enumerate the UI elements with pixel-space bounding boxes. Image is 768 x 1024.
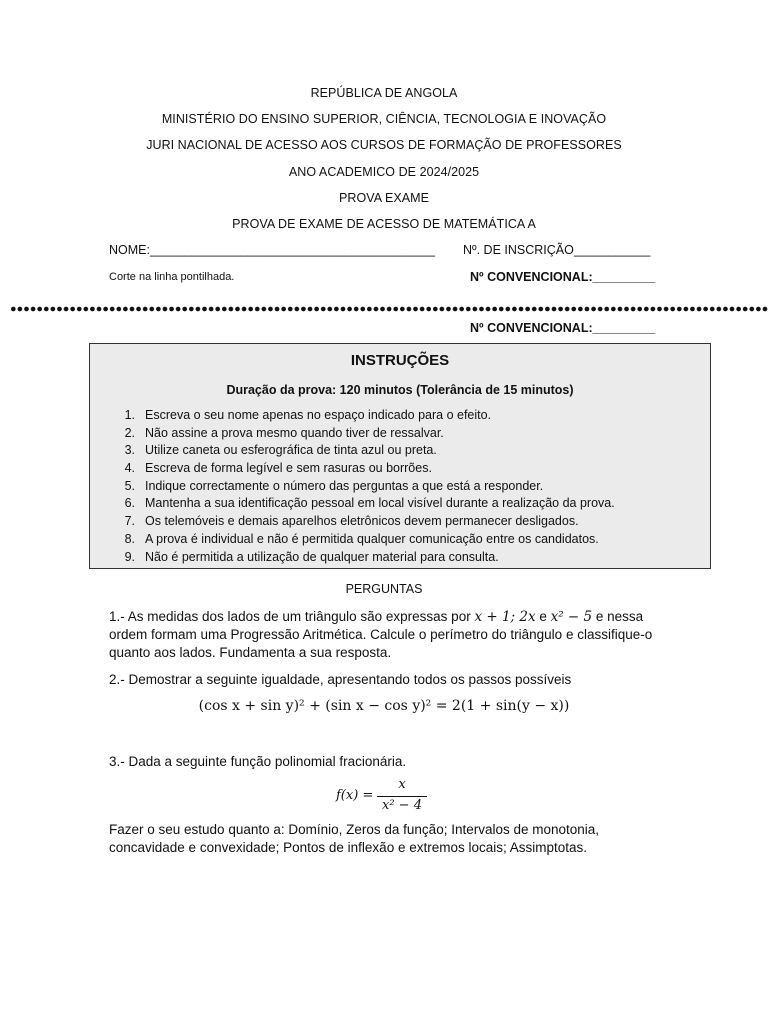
conventional-number-top[interactable]: Nº CONVENCIONAL:_________ [470, 270, 656, 284]
list-item-number: 6. [124, 496, 135, 511]
instructions-box [89, 343, 711, 569]
list-item-text: Não é permitida a utilização de qualquer material para consulta. [145, 549, 499, 564]
list-item-text: Utilize caneta ou esferográfica de tinta azul ou preta. [145, 443, 437, 458]
list-item-text: Escreva de forma legível e sem rasuras ou borrões. [145, 461, 432, 476]
formula-lhs: f(x) = [336, 788, 374, 803]
fraction-bar [377, 796, 427, 797]
question-1-prefix: 1.- As medidas dos lados de um triângulo são expressas por [109, 609, 475, 624]
list-item-text: Mantenha a sua identificação pessoal em local visível durante a realização da prova. [145, 496, 615, 511]
conventional-number-bottom[interactable]: Nº CONVENCIONAL:_________ [470, 321, 656, 335]
list-item-number: 9. [124, 549, 135, 564]
question-3-study: Fazer o seu estudo quanto a: Domínio, Zeros da função; Intervalos de monotonia, concavidade e convexidade; Pontos de inflexão e extremos locais; Assimptotas. [109, 822, 600, 855]
list-item-text: A prova é individual e não é permitida qualquer comunicação entre os candidatos. [145, 531, 599, 546]
inscription-field[interactable]: Nº. DE INSCRIÇÃO___________ [463, 243, 651, 257]
list-item-text: Não assine a prova mesmo quando tiver de ressalvar. [145, 425, 444, 440]
header-republic: REPÚBLICA DE ANGOLA [310, 86, 458, 100]
list-item-number: 3. [124, 443, 135, 458]
question-1-expr-b: x² − 5 [550, 609, 593, 625]
header-academic-year: ANO ACADEMICO DE 2024/2025 [288, 165, 480, 179]
list-item-number: 8. [124, 531, 135, 546]
question-1-and: e [535, 609, 551, 624]
list-item-number: 2. [124, 425, 135, 440]
header-jury: JURI NACIONAL DE ACESSO AOS CURSOS DE FORMAÇÃO DE PROFESSORES [146, 138, 622, 152]
cut-note: Corte na linha pontilhada. [109, 271, 235, 283]
list-item-number: 7. [124, 514, 135, 529]
question-2-formula: (cos x + sin y)² + (sin x − cos y)² = 2(1 + sin(y − x)) [198, 698, 570, 714]
list-item-text: Indique correctamente o número das perguntas a que está a responder. [145, 478, 544, 493]
formula-numerator: x [398, 777, 406, 792]
question-2: 2.- Demostrar a seguinte igualdade, apresentando todos os passos possíveis [109, 672, 572, 687]
list-item-number: 4. [124, 461, 135, 476]
header-exam-title: PROVA DE EXAME DE ACESSO DE MATEMÁTICA A [232, 217, 536, 231]
questions-title: PERGUNTAS [345, 582, 423, 596]
instructions-duration: Duração da prova: 120 minutos (Tolerância de 15 minutos) [226, 383, 574, 397]
list-item-text: Os telemóveis e demais aparelhos eletrônicos devem permanecer desligados. [145, 514, 579, 529]
list-item-number: 1. [124, 408, 135, 422]
header-exam-type: PROVA EXAME [339, 191, 429, 205]
formula-denominator: x² − 4 [382, 798, 422, 813]
question-3: 3.- Dada a seguinte função polinomial fracionária. [109, 754, 407, 769]
instructions-title: INSTRUÇÕES [350, 352, 450, 369]
question-1-expr-a: x + 1; 2x [474, 609, 536, 625]
name-field[interactable]: NOME:_________________________________________ [109, 243, 436, 257]
header-ministry: MINISTÉRIO DO ENSINO SUPERIOR, CIÊNCIA, TECNOLOGIA E INOVAÇÃO [161, 112, 607, 126]
question-1 [109, 608, 669, 662]
list-item-text: Escreva o seu nome apenas no espaço indicado para o efeito. [145, 408, 492, 422]
list-item-number: 5. [124, 478, 135, 493]
question-1-suffix: e nessa ordem formam uma Progressão Aritmética. Calcule o perímetro do triângulo e classifique-o quanto aos lados. Fundamenta a sua resposta. [109, 609, 653, 660]
cut-dotted-line [10, 303, 768, 315]
